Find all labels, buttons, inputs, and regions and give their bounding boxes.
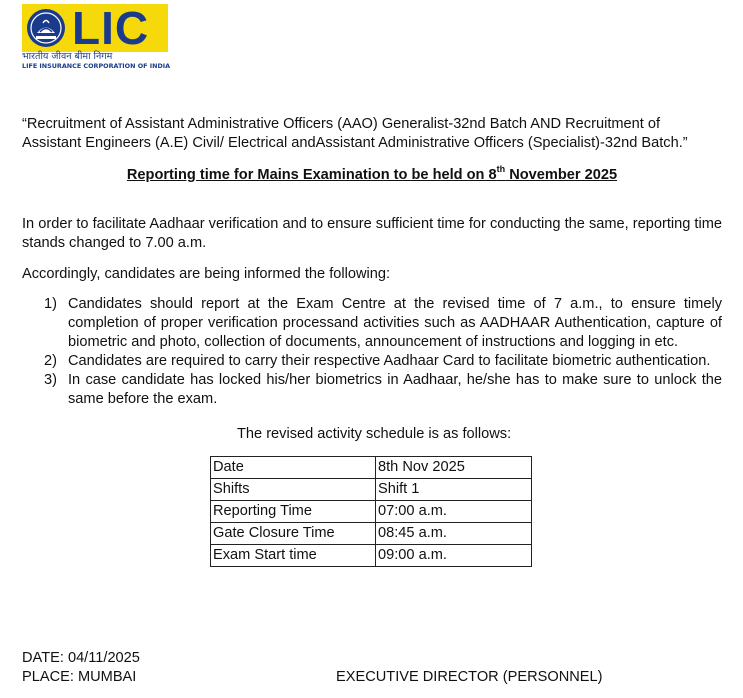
- list-item-text: In case candidate has locked his/her biometrics in Aadhaar, he/she has to make sure to unlock the same before the exam.: [68, 372, 722, 407]
- schedule-intro: The revised activity schedule is as follows:: [237, 426, 512, 442]
- heading-text-end: November 2025: [505, 167, 618, 183]
- notice-heading: [22, 166, 722, 185]
- table-row: [211, 523, 532, 545]
- aadhaar-paragraph: In order to facilitate Aadhaar verification and to ensure sufficient time for conducting the same, reporting time stands changed to 7.00 a.m.: [22, 216, 722, 251]
- heading-superscript: th: [496, 164, 506, 175]
- table-cell-label: Reporting Time: [211, 501, 376, 523]
- table-cell-value: 08:45 a.m.: [376, 523, 532, 545]
- list-item: [22, 295, 722, 352]
- list-item-number: 3): [44, 372, 57, 388]
- table-row: [211, 457, 532, 479]
- logo-brand-text: LIC: [72, 2, 150, 54]
- footer-signatory: EXECUTIVE DIRECTOR (PERSONNEL): [336, 669, 603, 685]
- schedule-table: [210, 456, 532, 567]
- list-item-number: 1): [44, 296, 57, 312]
- logo-banner: [22, 4, 168, 52]
- footer-date: DATE: 04/11/2025: [22, 650, 140, 666]
- table-cell-value: 8th Nov 2025: [376, 457, 532, 479]
- list-item-text: Candidates are required to carry their respective Aadhaar Card to facilitate biometric authentication.: [68, 353, 711, 369]
- list-item: [22, 371, 722, 409]
- table-row: [211, 501, 532, 523]
- heading-text: Reporting time for Mains Examination to be held on 8: [126, 167, 497, 183]
- table-row: [211, 479, 532, 501]
- lic-emblem-icon: [26, 8, 66, 48]
- table-row: [211, 545, 532, 567]
- table-cell-label: Gate Closure Time: [211, 523, 376, 545]
- list-item-number: 2): [44, 353, 57, 369]
- table-cell-value: 09:00 a.m.: [376, 545, 532, 567]
- table-cell-value: 07:00 a.m.: [376, 501, 532, 523]
- footer-place: PLACE: MUMBAI: [22, 669, 137, 685]
- recruitment-intro: “Recruitment of Assistant Administrative Officers (AAO) Generalist-32nd Batch AND Recruitment of Assistant Engineers (A.E) Civil/ Electrical andAssistant Administrative Officers (Specialist)-32nd Batch.”: [22, 116, 688, 151]
- list-item: [22, 352, 722, 371]
- logo-english-name: LIFE INSURANCE CORPORATION OF INDIA: [22, 62, 171, 70]
- instructions-list: [22, 295, 722, 409]
- logo-hindi-name: भारतीय जीवन बीमा निगम: [22, 51, 113, 62]
- table-cell-label: Date: [211, 457, 376, 479]
- lic-logo: [22, 4, 170, 72]
- table-cell-label: Shifts: [211, 479, 376, 501]
- informed-paragraph: Accordingly, candidates are being informed the following:: [22, 266, 391, 282]
- list-item-text: Candidates should report at the Exam Centre at the revised time of 7 a.m., to ensure timely completion of proper verification processand activities such as AADHAAR Authentication, capture of biometric and photo, collection of documents, announcement of instructions and logging in etc.: [68, 296, 722, 350]
- table-cell-value: Shift 1: [376, 479, 532, 501]
- table-cell-label: Exam Start time: [211, 545, 376, 567]
